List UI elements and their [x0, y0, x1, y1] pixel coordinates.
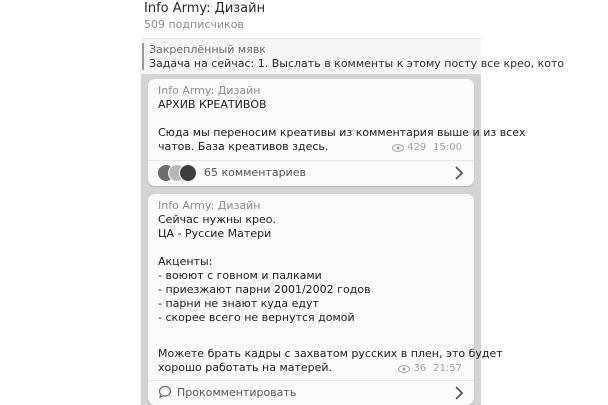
post-line: хорошо работать на матерей. [158, 361, 333, 374]
post-line: ЦА - Руссие Матери [158, 227, 272, 240]
pinned-message[interactable] [141, 38, 565, 76]
post-line: Сейчас нужны крео. [158, 213, 276, 226]
post-line: АРХИВ КРЕАТИВОВ [158, 98, 267, 111]
comment-button[interactable] [148, 381, 474, 405]
eye-icon [392, 144, 404, 152]
post-meta [398, 363, 462, 374]
chevron-right-icon [454, 385, 464, 401]
view-count: 36 [413, 363, 427, 374]
post-meta [392, 142, 462, 153]
post-author[interactable]: Info Army: Дизайн [158, 84, 261, 97]
post-line: Можете брать кадры с захватом русских в плен, это будет [158, 347, 503, 360]
post-line: - скорее всего не вернутся домой [158, 311, 355, 324]
message-feed[interactable] [141, 74, 526, 405]
commenter-avatars [157, 164, 207, 182]
post-card [148, 194, 503, 405]
pinned-title: Закреплённый мявк [149, 43, 266, 56]
post-author[interactable]: Info Army: Дизайн [158, 199, 261, 212]
pinned-text: Задача на сейчас: 1. Выслать в комменты к этому посту все крео, кото [149, 57, 565, 70]
chevron-right-icon [454, 165, 464, 181]
avatar [179, 164, 197, 182]
pinned-accent-bar [142, 43, 144, 70]
view-count: 429 [407, 142, 427, 153]
subscriber-count: 509 подписчиков [144, 18, 244, 31]
channel-header[interactable] [142, 0, 482, 38]
post-line: чатов. База креативов здесь. [158, 140, 329, 153]
post-time: 21:57 [433, 363, 462, 374]
channel-title: Info Army: Дизайн [144, 1, 266, 16]
eye-icon [398, 365, 410, 373]
post-line: - парни не знают куда едут [158, 297, 319, 310]
post-line: Акценты: [158, 255, 213, 268]
post-card [148, 79, 526, 186]
post-line: - приезжают парни 2001/2002 годов [158, 283, 371, 296]
post-line: - воюют с говном и палками [158, 269, 322, 282]
comments-button[interactable] [148, 161, 474, 185]
comment-label: Прокомментировать [177, 386, 297, 399]
post-line: Сюда мы переносим креативы из комментария выше и из всех [158, 126, 526, 139]
comments-count: 65 комментариев [204, 166, 306, 179]
post-time: 15:00 [433, 142, 462, 153]
comment-bubble-icon [158, 385, 172, 399]
